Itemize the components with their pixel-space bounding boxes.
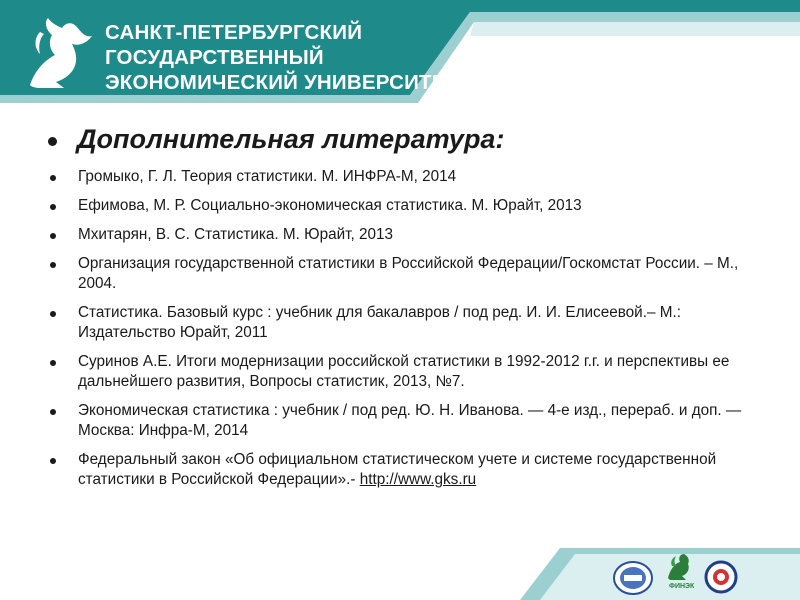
bullet-icon — [50, 175, 56, 181]
reference-item — [48, 254, 768, 294]
reference-text: Суринов А.Е. Итоги модернизации российской статистики в 1992-2012 г.г. и перспективы ее дальнейшего развития, Вопросы статистик, 2013, №7. — [78, 353, 730, 390]
reference-list — [48, 167, 768, 499]
reference-item — [48, 225, 768, 245]
university-name-line-3: ЭКОНОМИЧЕСКИЙ УНИВЕРСИТЕТ — [105, 71, 459, 94]
reference-text: Мхитарян, В. С. Статистика. М. Юрайт, 2013 — [78, 226, 394, 243]
reference-text: Экономическая статистика : учебник / под ред. Ю. Н. Иванова. — 4-е изд., перераб. и доп. — Москва: Инфра-М, 2014 — [78, 402, 742, 439]
reference-text: Организация государственной статистики в Российской Федерации/Госкомстат России. – М., 2004. — [78, 255, 739, 292]
university-seal-icon — [612, 560, 654, 596]
reference-text: Статистика. Базовый курс : учебник для бакалавров / под ред. И. И. Елисеевой.– М.: Издательство Юрайт, 2011 — [78, 304, 681, 341]
reference-item — [48, 196, 768, 216]
bullet-icon — [50, 311, 56, 317]
reference-text: Федеральный закон «Об официальном статистическом учете и системе государственной статистики в Российской Федерации».- — [78, 451, 717, 488]
section-heading-text: Дополнительная литература: — [77, 124, 505, 154]
reference-text: Ефимова, М. Р. Социально-экономическая статистика. М. Юрайт, 2013 — [78, 197, 582, 214]
university-name-line-1: САНКТ-ПЕТЕРБУРГСКИЙ — [105, 21, 363, 44]
bullet-icon — [50, 409, 56, 415]
reference-item — [48, 303, 768, 343]
reference-item — [48, 450, 768, 490]
bullet-icon — [50, 204, 56, 210]
finec-griffin-icon — [664, 552, 694, 582]
bullet-icon — [50, 233, 56, 239]
bullet-icon — [50, 262, 56, 268]
university-name — [105, 20, 458, 95]
gks-link[interactable]: http://www.gks.ru — [359, 471, 477, 488]
reference-item — [48, 401, 768, 441]
reference-item — [48, 167, 768, 187]
bullet-icon — [50, 360, 56, 366]
bullet-icon — [50, 458, 56, 464]
reference-text: Громыко, Г. Л. Теория статистики. М. ИНФРА-М, 2014 — [78, 168, 457, 185]
university-name-line-2: ГОСУДАРСТВЕННЫЙ — [105, 46, 324, 69]
emblem-icon — [704, 560, 738, 594]
bullet-icon — [48, 137, 57, 146]
finec-label: ФИНЭК — [669, 583, 695, 590]
header-banner — [0, 0, 800, 125]
reference-item — [48, 352, 768, 392]
